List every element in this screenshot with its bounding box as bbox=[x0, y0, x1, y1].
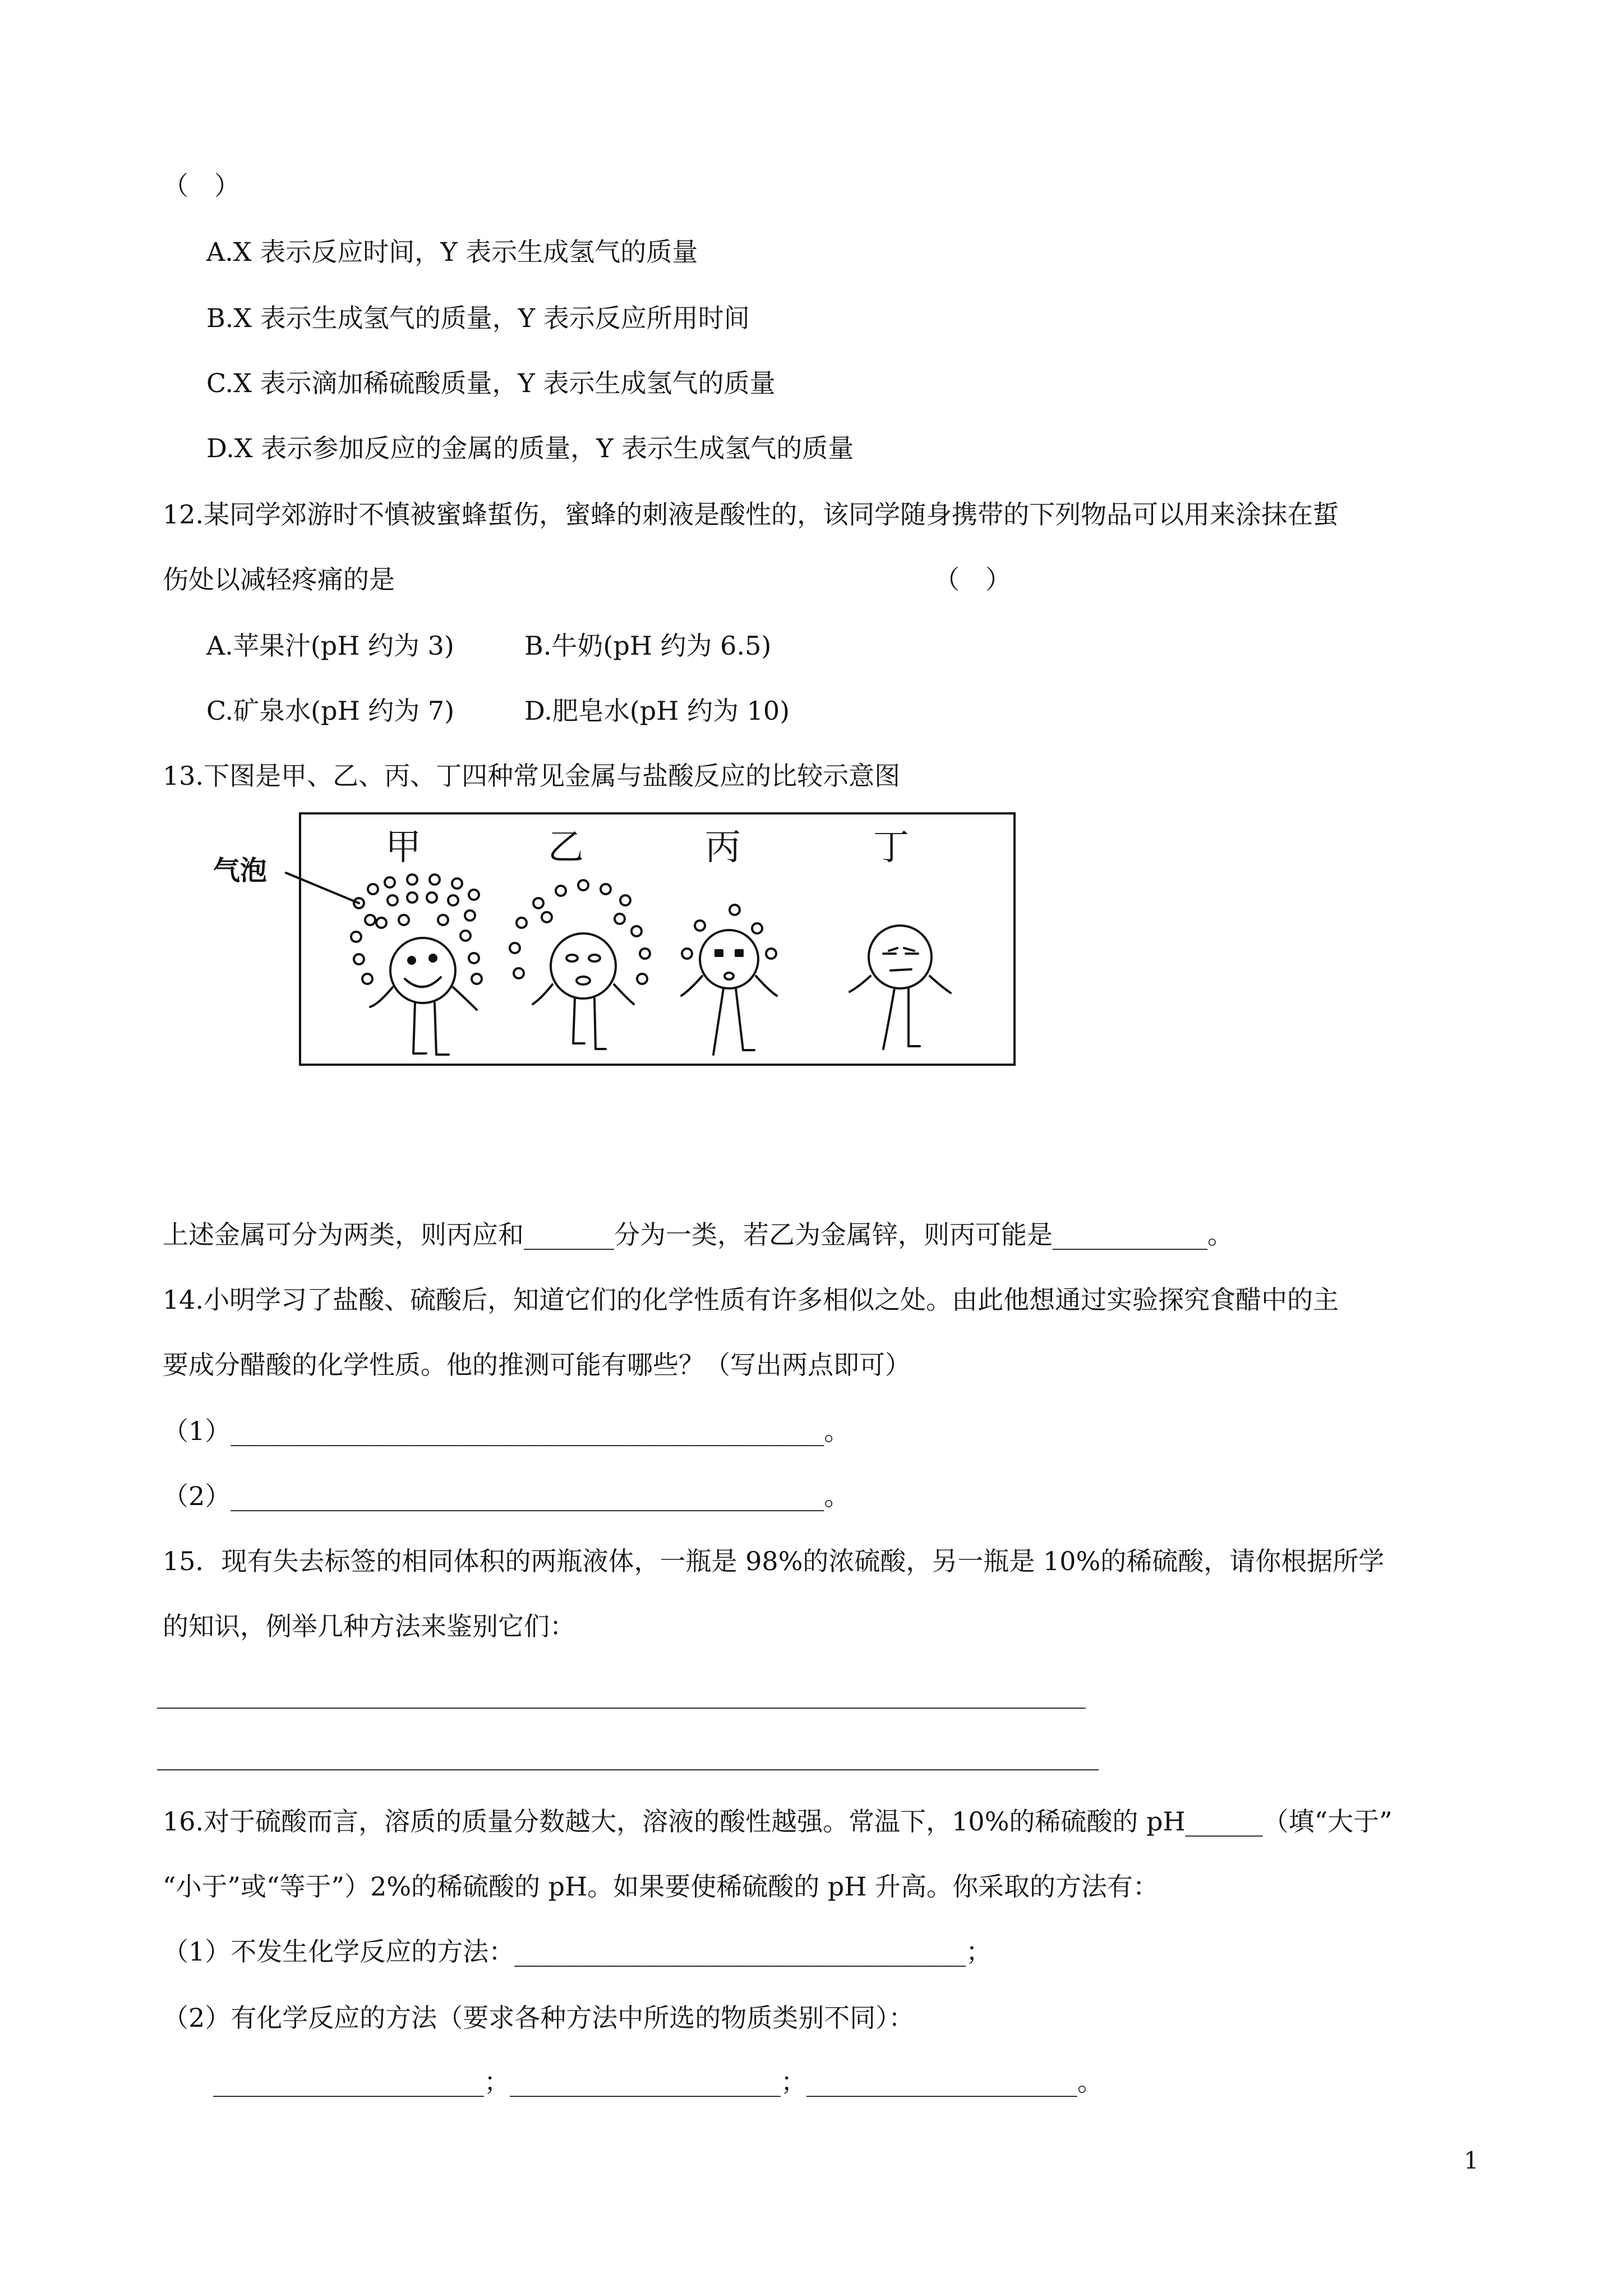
bubble-leader-line bbox=[286, 873, 359, 903]
q11-option-d: D.X 表示参加反应的金属的质量，Y 表示生成氢气的质量 bbox=[206, 433, 854, 463]
q15-answer-line2: _________________________________________________________________________ bbox=[157, 1740, 1099, 1770]
face-jia bbox=[390, 938, 455, 1003]
face-ding bbox=[869, 926, 932, 988]
arm-icon bbox=[756, 976, 777, 996]
arm-icon bbox=[614, 984, 634, 1004]
q15-stem-line2: 的知识，例举几种方法来鉴别它们： bbox=[163, 1611, 575, 1641]
eye-icon bbox=[566, 955, 578, 961]
face-yi bbox=[551, 933, 616, 999]
figure-ding bbox=[850, 926, 951, 1049]
q11-option-a: A.X 表示反应时间，Y 表示生成氢气的质量 bbox=[206, 237, 698, 267]
leg-icon bbox=[883, 988, 895, 1049]
q16-answer-1: （1）不发生化学反应的方法：___________________________________； bbox=[163, 1936, 992, 1967]
arm-icon bbox=[930, 976, 951, 993]
mouth-icon bbox=[891, 969, 911, 970]
q12-option-b: B.牛奶(pH 约为 6.5) bbox=[524, 631, 772, 661]
metal-label-bing: 丙 bbox=[705, 827, 741, 868]
metal-label-ding: 丁 bbox=[873, 827, 909, 868]
q11-option-b: B.X 表示生成氢气的质量，Y 表示反应所用时间 bbox=[206, 303, 750, 333]
figure-jia bbox=[351, 875, 482, 1055]
q14-stem-line1: 14.小明学习了盐酸、硫酸后，知道它们的化学性质有许多相似之处。由此他想通过实验探究食醋中的主 bbox=[163, 1285, 1339, 1315]
q12-option-a: A.苹果汁(pH 约为 3) bbox=[206, 631, 454, 661]
smile-icon bbox=[405, 977, 441, 987]
bubbles-yi bbox=[510, 880, 650, 984]
leg-icon bbox=[573, 999, 584, 1043]
eye-icon bbox=[430, 955, 436, 961]
figure-bing bbox=[681, 905, 777, 1055]
eye-icon bbox=[716, 950, 722, 956]
q12-bracket: （ ） bbox=[934, 564, 1011, 595]
q16-answer-2-blanks: _____________________；_____________________；_____________________。 bbox=[213, 2067, 1103, 2097]
q13-answer-line: 上述金属可分为两类，则丙应和_______分为一类，若乙为金属锌，则丙可能是____________。 bbox=[163, 1220, 1233, 1250]
arm-icon bbox=[533, 984, 552, 1004]
arm-icon bbox=[370, 987, 393, 1007]
metal-label-yi: 乙 bbox=[548, 827, 584, 868]
leg-icon bbox=[413, 1003, 426, 1053]
q14-stem-line2: 要成分醋酸的化学性质。他的推测可能有哪些？（写出两点即可） bbox=[163, 1350, 911, 1380]
q14-answer-1: （1）______________________________________________。 bbox=[163, 1416, 850, 1446]
metal-label-jia: 甲 bbox=[385, 827, 421, 868]
eye-icon bbox=[408, 957, 415, 964]
q12-option-c: C.矿泉水(pH 约为 7) bbox=[206, 696, 455, 726]
arm-icon bbox=[453, 987, 477, 1010]
mouth-icon bbox=[577, 977, 590, 984]
q11-option-c: C.X 表示滴加稀硫酸质量，Y 表示生成氢气的质量 bbox=[206, 368, 776, 398]
arm-icon bbox=[681, 976, 702, 996]
bubble-label: 气泡 bbox=[213, 855, 268, 886]
q11-bracket: （ ） bbox=[163, 171, 240, 201]
q14-answer-2: （2）______________________________________________。 bbox=[163, 1481, 850, 1511]
arm-icon bbox=[850, 976, 870, 992]
q12-stem-line2: 伤处以减轻疼痛的是 bbox=[163, 564, 395, 595]
leg-icon bbox=[594, 999, 606, 1049]
q16-answer-2-stem: （2）有化学反应的方法（要求各种方法中所选的物质类别不同）： bbox=[163, 2003, 915, 2033]
q12-stem-line1: 12.某同学郊游时不慎被蜜蜂蜇伤，蜜蜂的刺液是酸性的，该同学随身携带的下列物品可以用来涂抹在蜇 bbox=[163, 499, 1339, 530]
figure-yi bbox=[510, 880, 650, 1049]
q16-stem-line1: 16.对于硫酸而言，溶质的质量分数越大，溶液的酸性越强。常温下，10%的稀硫酸的 pH______（填“大于” bbox=[163, 1806, 1393, 1837]
q12-option-d: D.肥皂水(pH 约为 10) bbox=[524, 696, 790, 726]
q16-stem-line2: “小于”或“等于”）2%的稀硫酸的 pH。如果要使稀硫酸的 pH 升高。你采取的方法有： bbox=[163, 1871, 1159, 1902]
bubbles-bing bbox=[682, 905, 776, 959]
bubbles-jia bbox=[351, 875, 482, 984]
leg-icon bbox=[736, 988, 754, 1050]
leg-icon bbox=[713, 988, 723, 1055]
q15-answer-line1: ________________________________________________________________________ bbox=[157, 1678, 1086, 1709]
brow-icon bbox=[904, 948, 914, 951]
mouth-icon bbox=[725, 973, 734, 979]
page-number: 1 bbox=[1464, 2147, 1479, 2174]
q15-stem-line1: 15．现有失去标签的相同体积的两瓶液体，一瓶是 98%的浓硫酸，另一瓶是 10%的稀硫酸，请你根据所学 bbox=[163, 1546, 1385, 1576]
leg-icon bbox=[909, 988, 920, 1046]
eye-icon bbox=[736, 950, 743, 956]
brow-icon bbox=[889, 948, 897, 951]
eye-icon bbox=[589, 955, 600, 961]
leg-icon bbox=[435, 1003, 449, 1055]
q13-stem: 13.下图是甲、乙、丙、丁四种常见金属与盐酸反应的比较示意图 bbox=[163, 761, 901, 791]
